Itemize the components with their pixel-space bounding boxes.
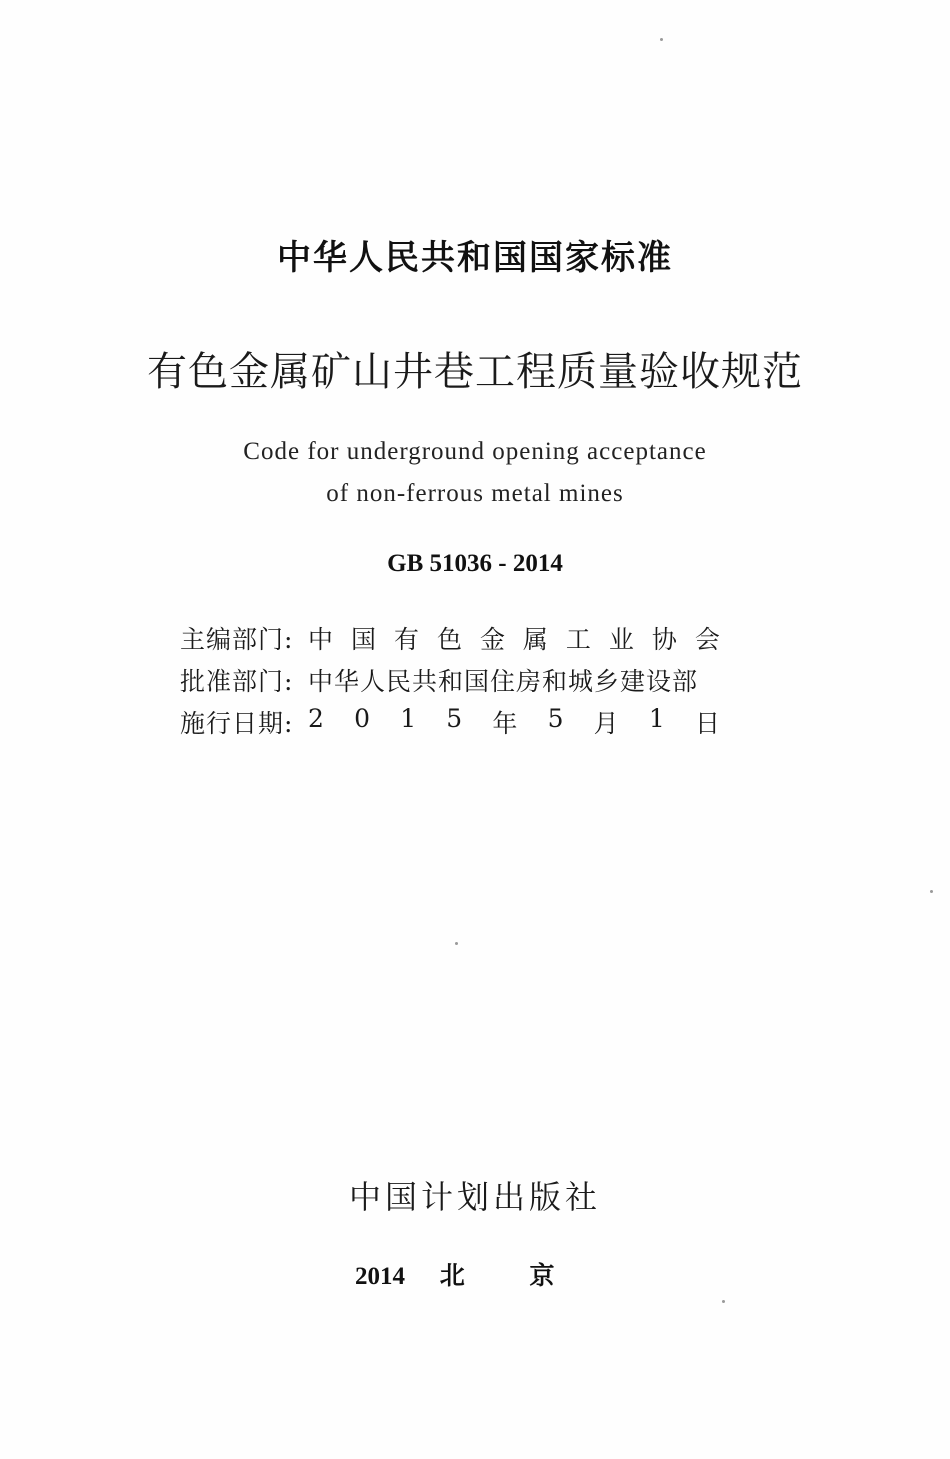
editor-char: 中 [308,625,334,654]
scan-speck [455,942,458,945]
editor-char: 协 [651,625,677,654]
scan-speck [722,1300,725,1303]
editor-char: 金 [479,625,505,654]
date-char: 1 [648,704,665,733]
editor-row [180,620,720,656]
standard-label: 中华人民共和国国家标准 [277,238,673,278]
editor-char: 业 [608,625,634,654]
editor-label: 主编部门: [180,625,294,654]
approver-value: 中华人民共和国住房和城乡建设部 [308,667,699,696]
date-char: 日 [694,709,720,738]
city-char: 北 [439,1261,465,1290]
title-chinese: 有色金属矿山井巷工程质量验收规范 [147,349,803,395]
date-char: 2 [308,704,324,733]
date-char: 5 [547,704,564,733]
date-char: 月 [593,709,619,738]
publication-year: 2014 [355,1263,405,1290]
scan-speck [660,38,663,41]
publisher-name: 中国计划出版社 [348,1178,601,1216]
editor-char: 工 [565,625,591,654]
editor-char: 有 [393,625,419,654]
date-char: 0 [354,704,370,733]
title-english-line1: Code for underground opening acceptance [243,438,707,465]
effective-date-row [180,704,720,740]
editor-char: 属 [522,625,548,654]
date-char: 5 [446,704,463,733]
scan-speck [930,890,933,893]
editor-value [308,620,720,656]
title-english-line2: of non-ferrous metal mines [326,480,624,507]
effective-date-label: 施行日期: [180,709,294,738]
approver-label: 批准部门: [180,667,294,696]
city-char: 京 [529,1261,555,1290]
editor-char: 国 [350,625,376,654]
editor-char: 色 [436,625,462,654]
approver-row [180,662,720,698]
editor-char: 会 [694,625,720,654]
effective-date-value [308,704,720,740]
date-char: 年 [492,709,518,738]
date-char: 1 [400,704,417,733]
publication-place [355,1256,554,1292]
standard-code: GB 51036 - 2014 [387,550,563,577]
